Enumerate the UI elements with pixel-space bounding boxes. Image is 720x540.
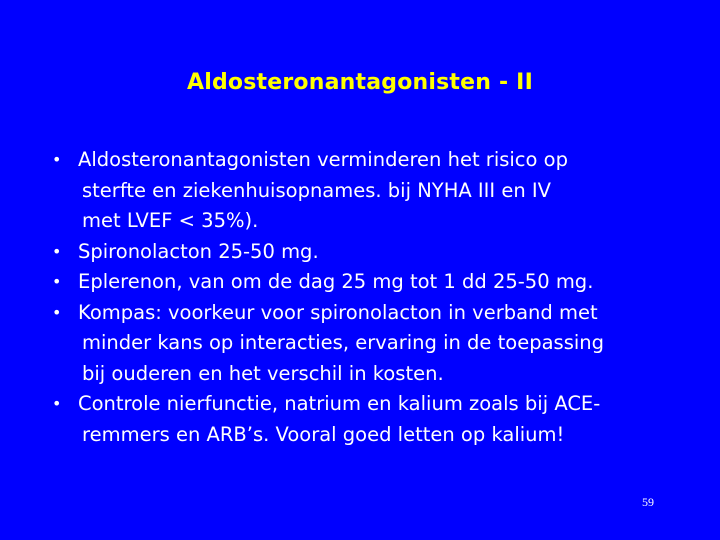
bullet-dot-icon: • bbox=[52, 272, 62, 291]
bullet-line: met LVEF < 35%). bbox=[82, 209, 259, 232]
page-number: 59 bbox=[642, 495, 654, 509]
bullet-line: remmers en ARB’s. Vooral goed letten op kalium! bbox=[82, 422, 565, 446]
bullet-dot-icon: • bbox=[52, 394, 62, 413]
bullet-item bbox=[48, 145, 668, 237]
bullet-item bbox=[48, 237, 668, 268]
bullet-line: Aldosteronantagonisten verminderen het risico op bbox=[78, 148, 568, 171]
bullet-dot-icon: • bbox=[52, 241, 62, 261]
bullet-line: minder kans op interacties, ervaring in de toepassing bbox=[82, 331, 605, 354]
bullet-line: bij ouderen en het verschil in kosten. bbox=[82, 361, 444, 385]
bullet-line: Kompas: voorkeur voor spironolacton in verband met bbox=[78, 300, 598, 324]
bullet-line: Eplerenon, van om de dag 25 mg tot 1 dd 25-50 mg. bbox=[78, 270, 594, 293]
bullet-item bbox=[48, 389, 668, 450]
bullet-line: Spironolacton 25-50 mg. bbox=[78, 239, 319, 263]
bullet-item bbox=[48, 267, 668, 298]
bullet-dot-icon: • bbox=[52, 302, 62, 322]
bullet-item bbox=[48, 298, 668, 390]
bullet-line: Controle nierfunctie, natrium en kalium zoals bij ACE- bbox=[78, 392, 601, 415]
bullet-list bbox=[48, 145, 668, 450]
bullet-dot-icon: • bbox=[52, 150, 62, 169]
bullet-line: sterfte en ziekenhuisopnames. bij NYHA III en IV bbox=[82, 178, 552, 202]
slide-title: Aldosteronantagonisten - II bbox=[187, 70, 533, 95]
